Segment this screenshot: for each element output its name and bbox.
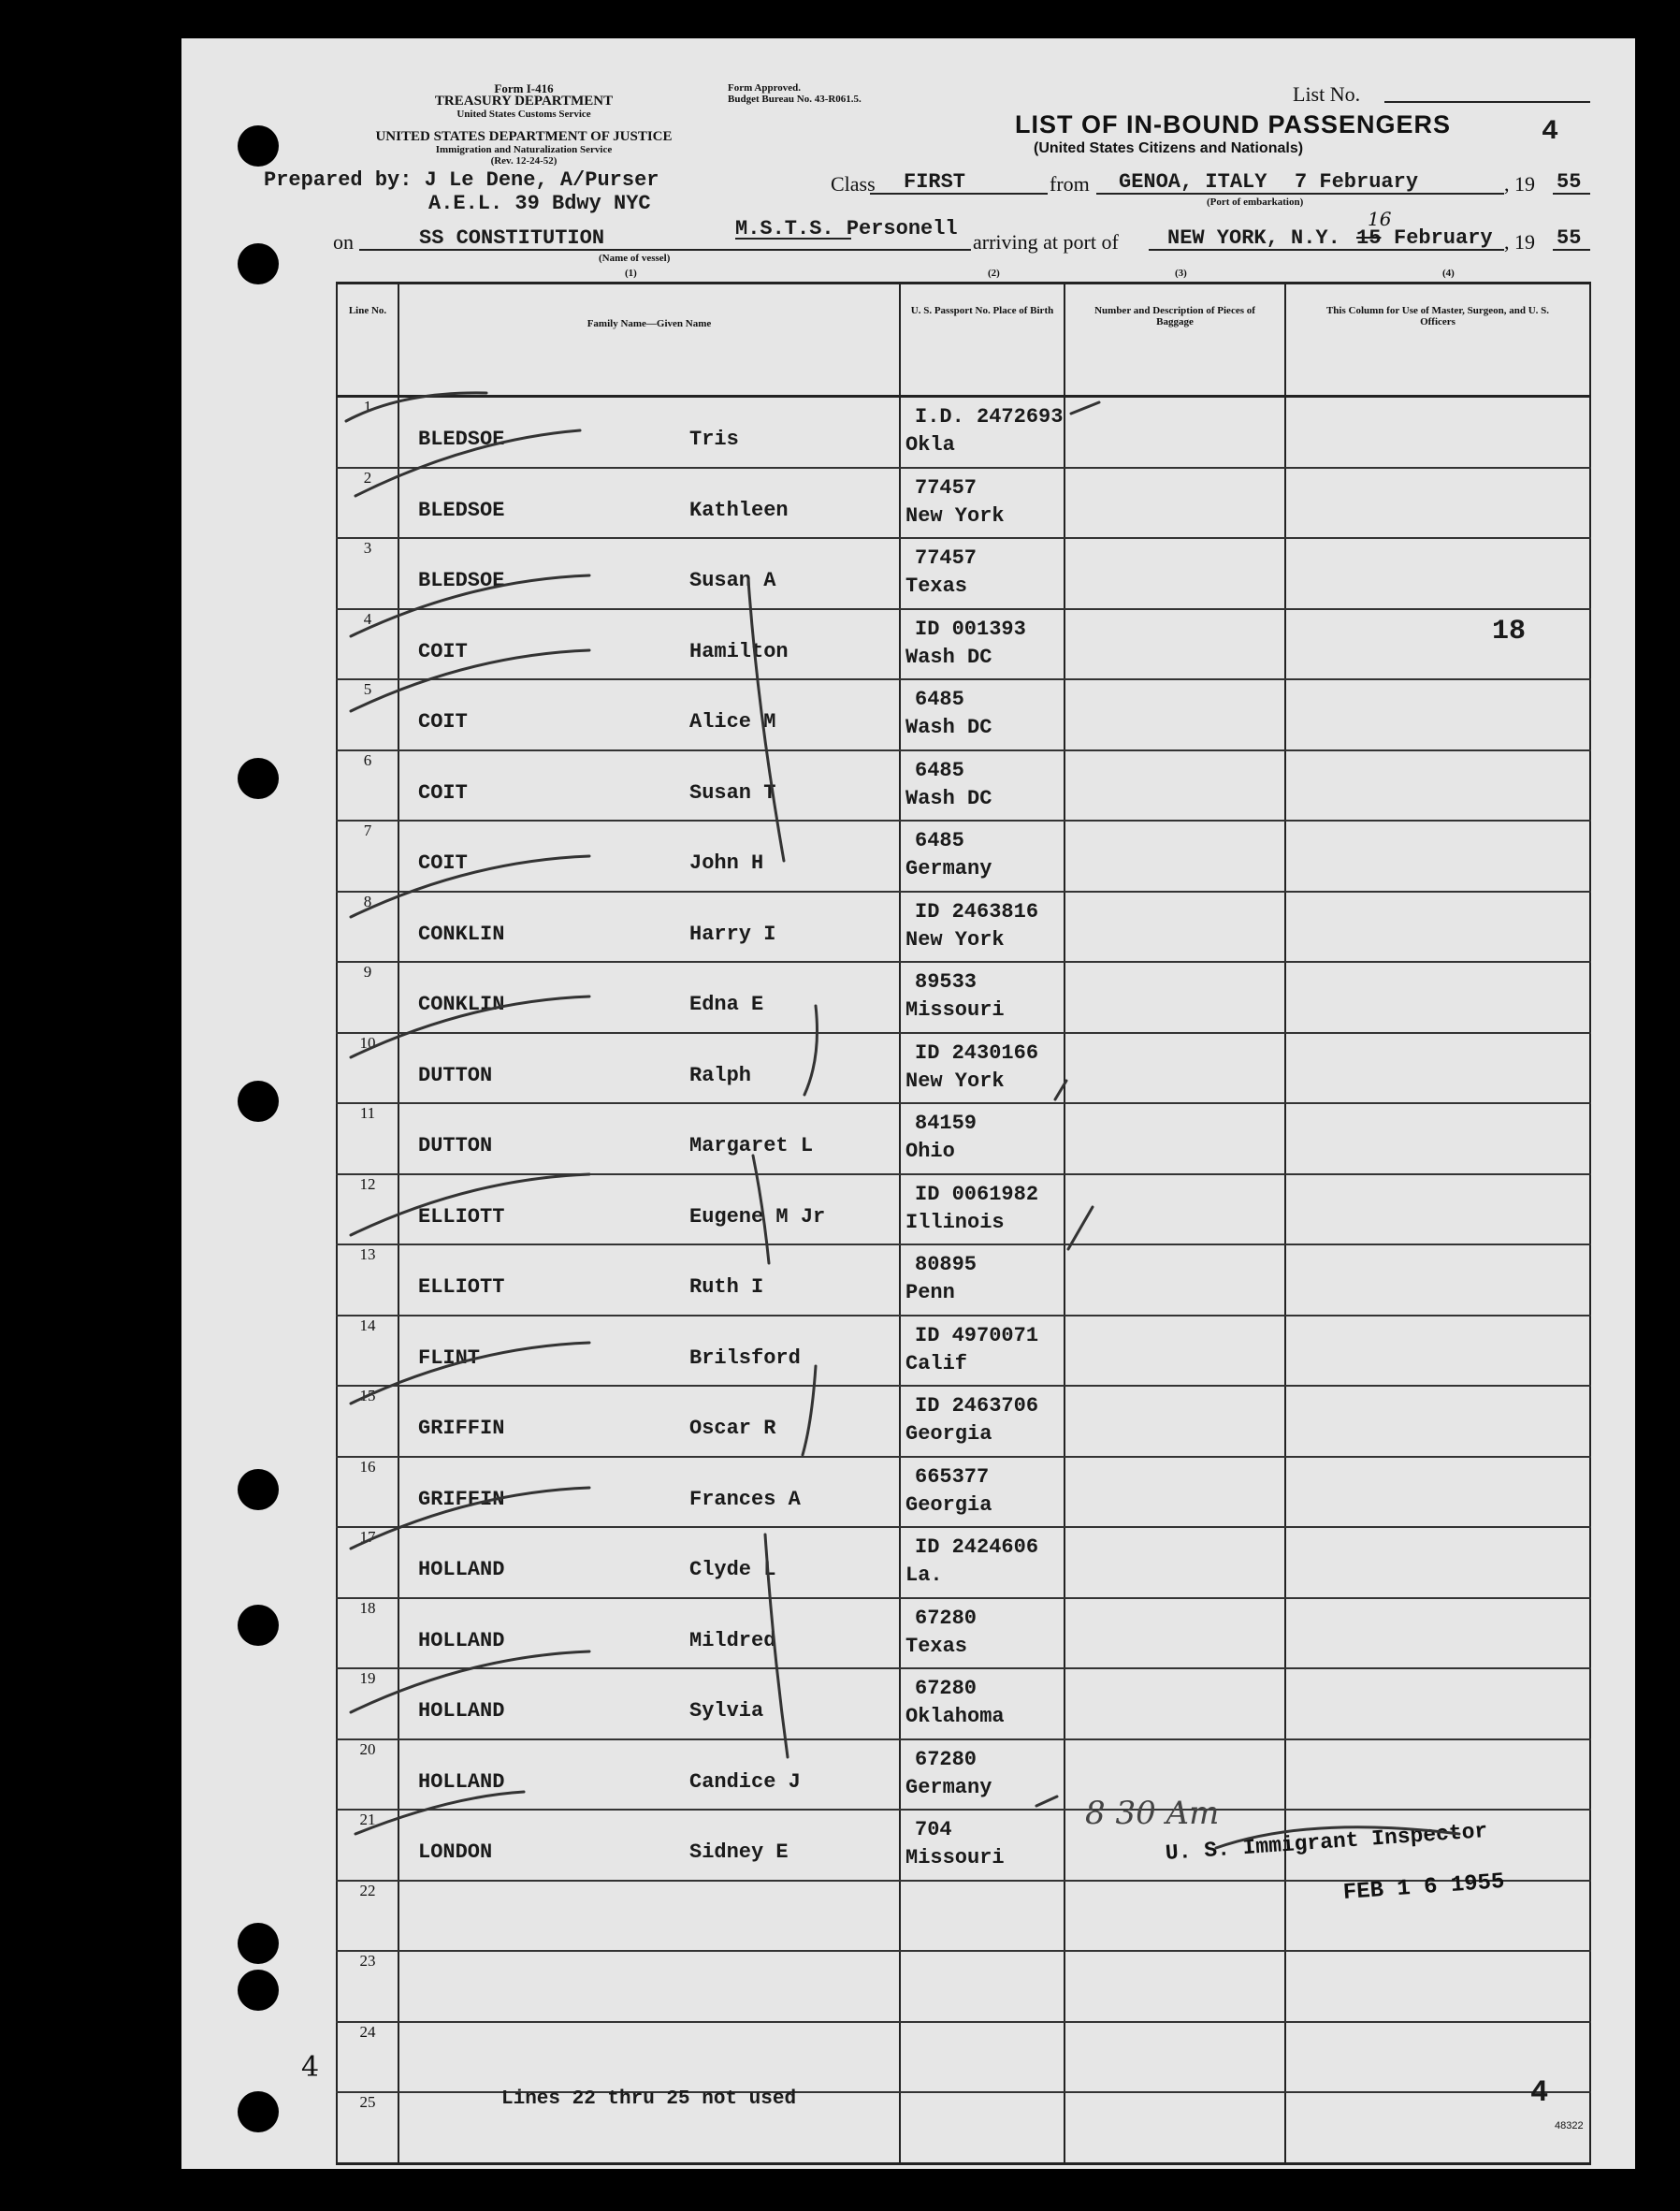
arrive-day-corrected: 16 <box>1368 208 1392 230</box>
line-number: 1 <box>337 397 398 468</box>
vessel-name: SS CONSTITUTION <box>419 226 605 250</box>
tick-mark <box>1071 402 1099 414</box>
place-of-birth: New York <box>905 927 1005 952</box>
line-number: 2 <box>337 468 398 539</box>
check-mark <box>355 430 580 496</box>
form-number: Form I-416 <box>494 81 554 95</box>
place-of-birth: Wash DC <box>905 786 992 810</box>
line-number: 14 <box>337 1316 398 1387</box>
family-name: HOLLAND <box>418 1628 505 1652</box>
family-name: CONKLIN <box>418 922 505 946</box>
family-name: HOLLAND <box>418 1558 505 1581</box>
check-mark <box>355 1792 524 1834</box>
vessel-caption: (Name of vessel) <box>599 253 671 264</box>
place-of-birth: La. <box>905 1564 943 1587</box>
vertical-bracket <box>748 580 784 861</box>
inspector-stamp: U. S. Immigrant Inspector <box>1165 1818 1489 1866</box>
family-name: BLEDSOE <box>418 428 505 451</box>
arrive-month: February <box>1394 226 1493 250</box>
passport-number: ID 0061982 <box>915 1182 1039 1206</box>
place-of-birth: Okla <box>905 433 955 457</box>
passport-number: 665377 <box>915 1464 990 1489</box>
passport-number: 84159 <box>915 1112 978 1135</box>
arrive-day-struck: 15 <box>1356 226 1382 250</box>
passport-number: ID 4970071 <box>915 1323 1039 1347</box>
on-label: on <box>333 230 354 254</box>
place-of-birth: Penn <box>905 1281 955 1304</box>
class-label: Class <box>831 172 876 196</box>
passport-number: 6485 <box>915 829 964 852</box>
check-mark <box>351 856 589 917</box>
col-header-passport: U. S. Passport No. Place of Birth <box>900 284 1064 397</box>
family-name: COIT <box>418 710 468 734</box>
passport-number: ID 2463706 <box>915 1394 1039 1418</box>
col-num-1: (1) <box>625 268 637 279</box>
given-name: Ralph <box>689 1063 752 1087</box>
place-of-birth: Germany <box>905 1775 992 1799</box>
given-name: Hamilton <box>689 639 789 663</box>
line-number: 19 <box>337 1668 398 1739</box>
line-number: 23 <box>337 1951 398 2022</box>
ins: Immigration and Naturalization Service <box>435 144 613 155</box>
handwritten-time: 8 30 Am <box>1085 1795 1220 1832</box>
from-label: from <box>1050 172 1090 196</box>
tick-mark <box>1068 1207 1093 1249</box>
given-name: Oscar R <box>689 1417 776 1440</box>
given-name: Sylvia <box>689 1699 764 1723</box>
year-1: 55 <box>1557 170 1582 194</box>
line-number: 18 <box>337 1598 398 1669</box>
year-2: 55 <box>1557 226 1582 250</box>
passport-number: ID 2424606 <box>915 1535 1039 1559</box>
given-name: Harry I <box>689 922 776 946</box>
line-number: 17 <box>337 1527 398 1598</box>
place-of-birth: New York <box>905 1069 1005 1093</box>
family-name: COIT <box>418 851 468 875</box>
check-mark <box>351 1174 589 1235</box>
given-name: Edna E <box>689 993 764 1016</box>
passport-number: 6485 <box>915 688 964 711</box>
place-of-birth: Wash DC <box>905 716 992 739</box>
family-name: BLEDSOE <box>418 498 505 522</box>
family-name: GRIFFIN <box>418 1417 505 1440</box>
list-no-value: 4 <box>1542 116 1559 148</box>
passport-number: 77457 <box>915 546 978 570</box>
family-name: GRIFFIN <box>418 1487 505 1511</box>
col-num-2: (2) <box>988 268 1000 279</box>
check-mark <box>351 1488 589 1549</box>
col-header-name: Family Name—Given Name <box>398 284 900 397</box>
form-subtitle: (United States Citizens and Nationals) <box>1034 140 1304 156</box>
passport-number: 77457 <box>915 475 978 500</box>
place-of-birth: Calif <box>905 1351 968 1375</box>
class-value: FIRST <box>904 170 966 194</box>
vertical-bracket <box>803 1366 816 1455</box>
line-number: 3 <box>337 538 398 609</box>
given-name: Candice J <box>689 1769 801 1794</box>
date-stamp: FEB 1 6 1955 <box>1342 1869 1506 1906</box>
place-of-birth: Georgia <box>905 1422 992 1446</box>
year-prefix-2: , 19 <box>1504 230 1535 254</box>
col-num-3: (3) <box>1175 268 1187 279</box>
place-of-birth: Georgia <box>905 1492 992 1517</box>
line-number: 22 <box>337 1881 398 1952</box>
passport-number: 704 <box>915 1818 952 1841</box>
revision: (Rev. 12-24-52) <box>490 155 558 167</box>
line-number: 8 <box>337 892 398 963</box>
col-num-4: (4) <box>1442 268 1455 279</box>
check-mark <box>351 996 589 1057</box>
vertical-bracket <box>753 1156 769 1263</box>
place-of-birth: Germany <box>905 857 992 880</box>
print-code: 48322 <box>1555 2120 1584 2131</box>
line-number: 25 <box>337 2092 398 2163</box>
check-mark <box>351 575 589 636</box>
line-number: 5 <box>337 679 398 750</box>
budget-bureau: Budget Bureau No. 43-R061.5. <box>728 94 862 105</box>
family-name: FLINT <box>418 1346 481 1370</box>
treasury-dept: TREASURY DEPARTMENT <box>434 94 614 109</box>
page-number-right: 4 <box>1530 2075 1549 2110</box>
arriving-port: NEW YORK, N.Y. <box>1167 226 1340 250</box>
line-number: 9 <box>337 962 398 1033</box>
family-name: COIT <box>418 639 468 663</box>
inspector-signature <box>1216 1827 1459 1848</box>
passport-number: 67280 <box>915 1677 978 1700</box>
place-of-birth: Ohio <box>905 1140 955 1163</box>
line-number: 16 <box>337 1457 398 1528</box>
arriving-label: arriving at port of <box>973 230 1119 254</box>
passport-number: ID 001393 <box>915 617 1026 641</box>
passport-number: 80895 <box>915 1253 978 1276</box>
passport-number: ID 2430166 <box>915 1040 1039 1065</box>
family-name: COIT <box>418 780 468 805</box>
given-name: Kathleen <box>689 498 789 522</box>
place-of-birth: New York <box>905 503 1005 528</box>
tick-mark <box>1055 1081 1066 1099</box>
given-name: Mildred <box>689 1628 776 1652</box>
unused-lines-note: Lines 22 thru 25 not used <box>501 2088 797 2110</box>
page-number-left: 4 <box>301 2051 320 2084</box>
line-number: 24 <box>337 2022 398 2093</box>
family-name: ELLIOTT <box>418 1204 505 1229</box>
line-number: 15 <box>337 1386 398 1457</box>
place-of-birth: Missouri <box>905 1846 1005 1869</box>
family-name: DUTTON <box>418 1063 493 1087</box>
vertical-bracket <box>765 1535 788 1757</box>
form-title: LIST OF IN-BOUND PASSENGERS <box>1015 110 1452 138</box>
vertical-bracket <box>804 1006 818 1095</box>
given-name: Margaret L <box>689 1134 814 1157</box>
officer-note: 18 <box>1492 615 1527 647</box>
line-number: 10 <box>337 1033 398 1104</box>
passport-number: 67280 <box>915 1747 978 1771</box>
prepared-by-address: A.E.L. 39 Bdwy NYC <box>428 192 651 215</box>
family-name: BLEDSOE <box>418 569 505 592</box>
given-name: Alice M <box>689 710 776 734</box>
col-header-baggage: Number and Description of Pieces of Baggage <box>1064 284 1285 397</box>
line-number: 7 <box>337 821 398 892</box>
prepared-by: Prepared by: J Le Dene, A/Purser <box>264 168 659 192</box>
place-of-birth: Oklahoma <box>905 1705 1005 1728</box>
given-name: John H <box>689 851 764 875</box>
given-name: Ruth I <box>689 1275 764 1299</box>
given-name: Tris <box>689 428 739 451</box>
line-number: 20 <box>337 1739 398 1811</box>
given-name: Susan A <box>689 569 776 592</box>
place-of-birth: Texas <box>905 1634 968 1658</box>
line-number: 21 <box>337 1810 398 1881</box>
given-name: Sidney E <box>689 1840 789 1864</box>
check-mark <box>351 1651 589 1712</box>
family-name: LONDON <box>418 1840 493 1864</box>
passport-number: 67280 <box>915 1606 978 1630</box>
family-name: CONKLIN <box>418 993 505 1016</box>
line-number: 13 <box>337 1244 398 1316</box>
line-number: 11 <box>337 1103 398 1174</box>
line-number: 4 <box>337 609 398 680</box>
check-mark <box>351 1343 589 1404</box>
passport-number: 6485 <box>915 758 964 782</box>
col-header-officers: This Column for Use of Master, Surgeon, and U. S. Officers <box>1285 284 1590 397</box>
tick-mark <box>1036 1796 1057 1806</box>
given-name: Susan T <box>689 780 776 805</box>
year-prefix-1: , 19 <box>1504 172 1535 196</box>
line-number: 6 <box>337 750 398 822</box>
check-mark <box>346 393 486 421</box>
passport-number: 89533 <box>915 970 978 994</box>
family-name: HOLLAND <box>418 1699 505 1723</box>
customs-service: United States Customs Service <box>456 109 591 120</box>
passport-number: I.D. 2472693 <box>915 405 1064 429</box>
given-name: Eugene M Jr <box>689 1204 826 1229</box>
place-of-birth: Texas <box>905 575 968 598</box>
given-name: Frances A <box>689 1487 801 1511</box>
from-value: GENOA, ITALY <box>1119 170 1267 194</box>
place-of-birth: Wash DC <box>905 645 992 669</box>
list-no-label: List No. <box>1293 82 1361 106</box>
family-name: ELLIOTT <box>418 1275 505 1299</box>
justice-dept: UNITED STATES DEPARTMENT OF JUSTICE <box>375 129 673 144</box>
place-of-birth: Missouri <box>905 998 1005 1022</box>
passport-number: ID 2463816 <box>915 899 1039 924</box>
check-mark <box>351 650 589 711</box>
col-header-line-no: Line No. <box>337 284 398 397</box>
family-name: DUTTON <box>418 1134 493 1157</box>
given-name: Clyde L <box>689 1558 776 1581</box>
line-number: 12 <box>337 1174 398 1245</box>
family-name: HOLLAND <box>418 1769 505 1794</box>
from-date: 7 February <box>1295 170 1419 194</box>
vessel-extra: M.S.T.S. Personell <box>735 217 958 240</box>
form-approved: Form Approved. <box>728 82 802 94</box>
port-embark-caption: (Port of embarkation) <box>1207 196 1304 208</box>
given-name: Brilsford <box>689 1346 801 1370</box>
place-of-birth: Illinois <box>905 1210 1005 1234</box>
